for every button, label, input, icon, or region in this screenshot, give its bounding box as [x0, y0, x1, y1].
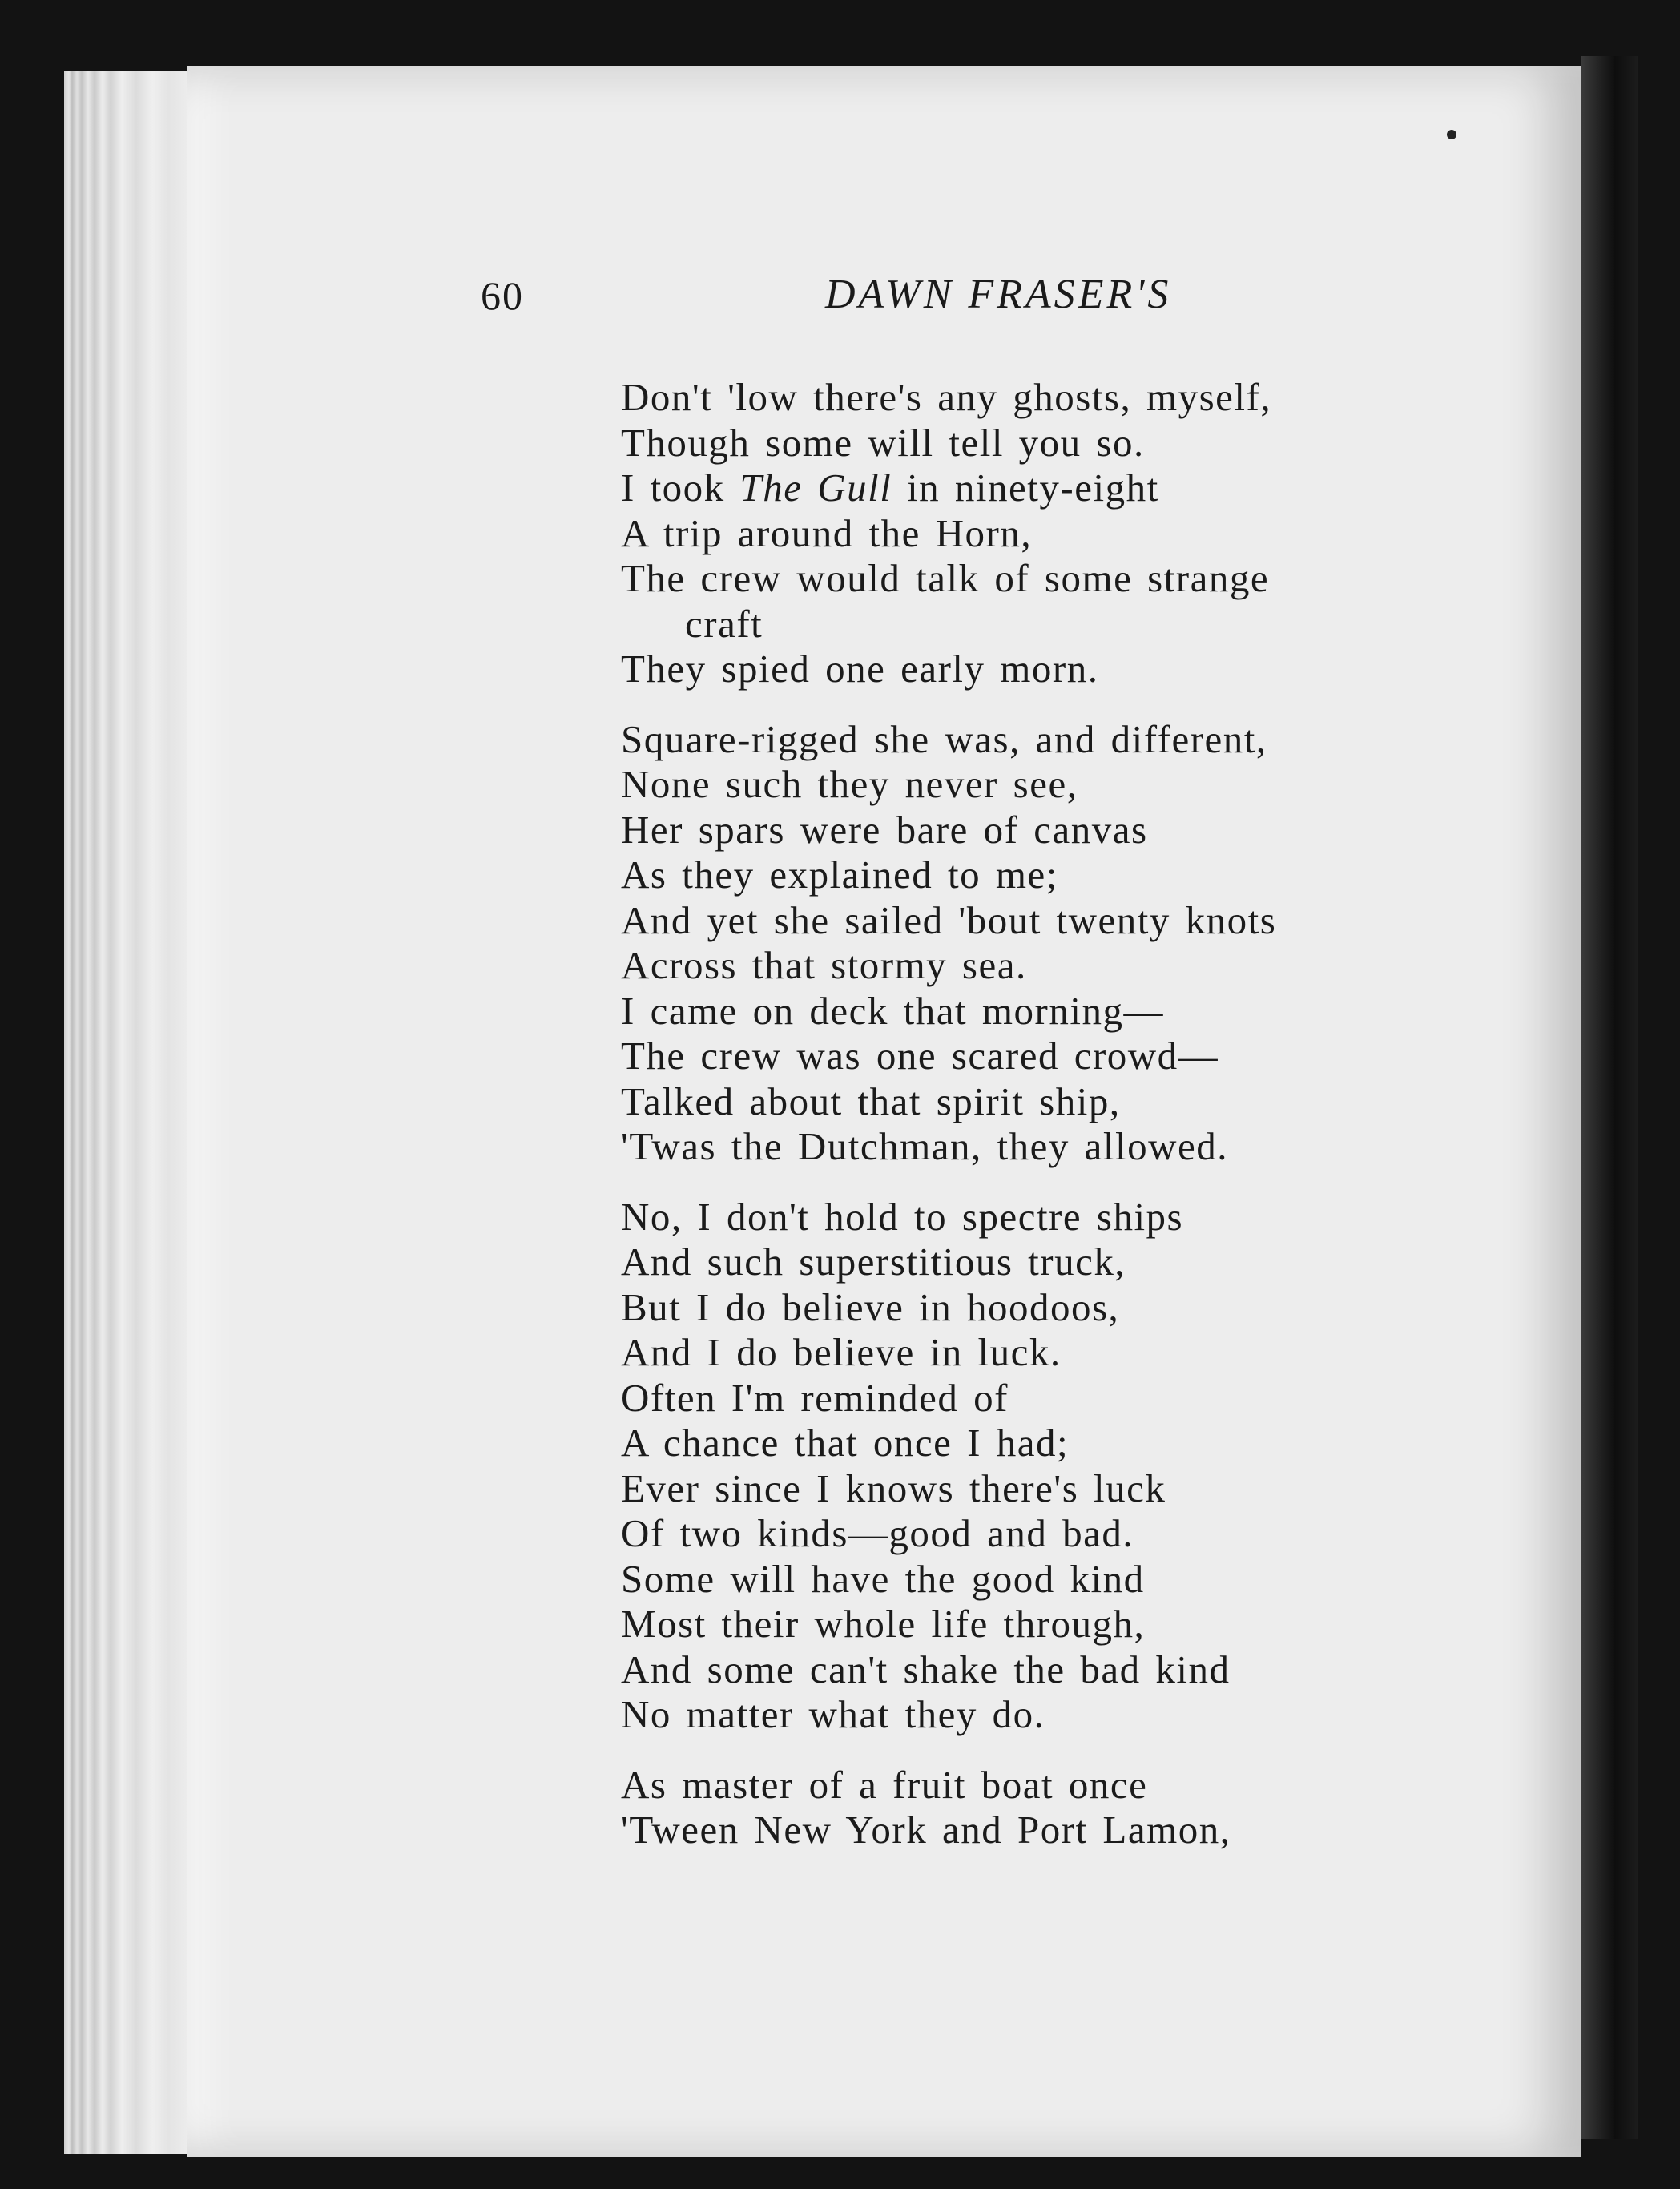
poem-line: Some will have the good kind: [621, 1556, 1145, 1601]
poem-line: But I do believe in hoodoos,: [621, 1284, 1120, 1329]
poem-line: I came on deck that morning—: [621, 988, 1164, 1033]
page-number: 60: [481, 273, 524, 318]
dust-speck: [1447, 130, 1456, 139]
poem-text: in ninety-eight: [892, 466, 1159, 510]
poem-line: As master of a fruit boat once: [621, 1762, 1148, 1807]
poem-line: No matter what they do.: [621, 1692, 1045, 1736]
ship-name: The Gull: [739, 466, 892, 510]
poem-line: 'Twas the Dutchman, they allowed.: [621, 1124, 1228, 1168]
poem-line: And I do believe in luck.: [621, 1330, 1062, 1374]
poem-line: Across that stormy sea.: [621, 943, 1027, 987]
poem-line: Her spars were bare of canvas: [621, 807, 1148, 852]
poem-line: A trip around the Horn,: [621, 510, 1033, 555]
poem-line: Of two kinds—good and bad.: [621, 1511, 1134, 1555]
poem-line: And such superstitious truck,: [621, 1240, 1126, 1284]
poem-stanza: [621, 375, 1422, 692]
poem-line: [621, 466, 1422, 511]
poem-line: Don't 'low there's any ghosts, myself,: [621, 375, 1272, 419]
poem-line: And yet she sailed 'bout twenty knots: [621, 897, 1277, 942]
poem-line: No, I don't hold to spectre ships: [621, 1194, 1184, 1239]
poem-line: A chance that once I had;: [621, 1421, 1070, 1465]
poem-line: None such they never see,: [621, 762, 1078, 806]
poem-text: I took: [621, 466, 740, 510]
poem-line: Square-rigged she was, and different,: [621, 716, 1267, 761]
poem-line: Most their whole life through,: [621, 1602, 1146, 1646]
poem-line: Though some will tell you so.: [621, 420, 1145, 465]
poem-line: 'Tween New York and Port Lamon,: [621, 1808, 1231, 1852]
poem-line: Ever since I knows there's luck: [621, 1465, 1166, 1510]
poem-line: As they explained to me;: [621, 853, 1058, 897]
book-binding: [1581, 56, 1638, 2139]
poem-line: Talked about that spirit ship,: [621, 1078, 1121, 1123]
poem-line: The crew would talk of some strange: [621, 556, 1270, 600]
poem-line: And some can't shake the bad kind: [621, 1647, 1231, 1691]
running-head: DAWN FRASER'S: [825, 272, 1172, 317]
poem-stanza: [621, 1763, 1422, 1853]
poem-body: [621, 375, 1422, 1853]
page-edges: [64, 71, 192, 2154]
poem-stanza: [621, 1195, 1422, 1738]
poem-line: Often I'm reminded of: [621, 1375, 1009, 1420]
poem-line: craft: [685, 601, 763, 646]
poem-line: The crew was one scared crowd—: [621, 1034, 1219, 1078]
poem-stanza: [621, 717, 1422, 1170]
poem-line: They spied one early morn.: [621, 647, 1099, 691]
